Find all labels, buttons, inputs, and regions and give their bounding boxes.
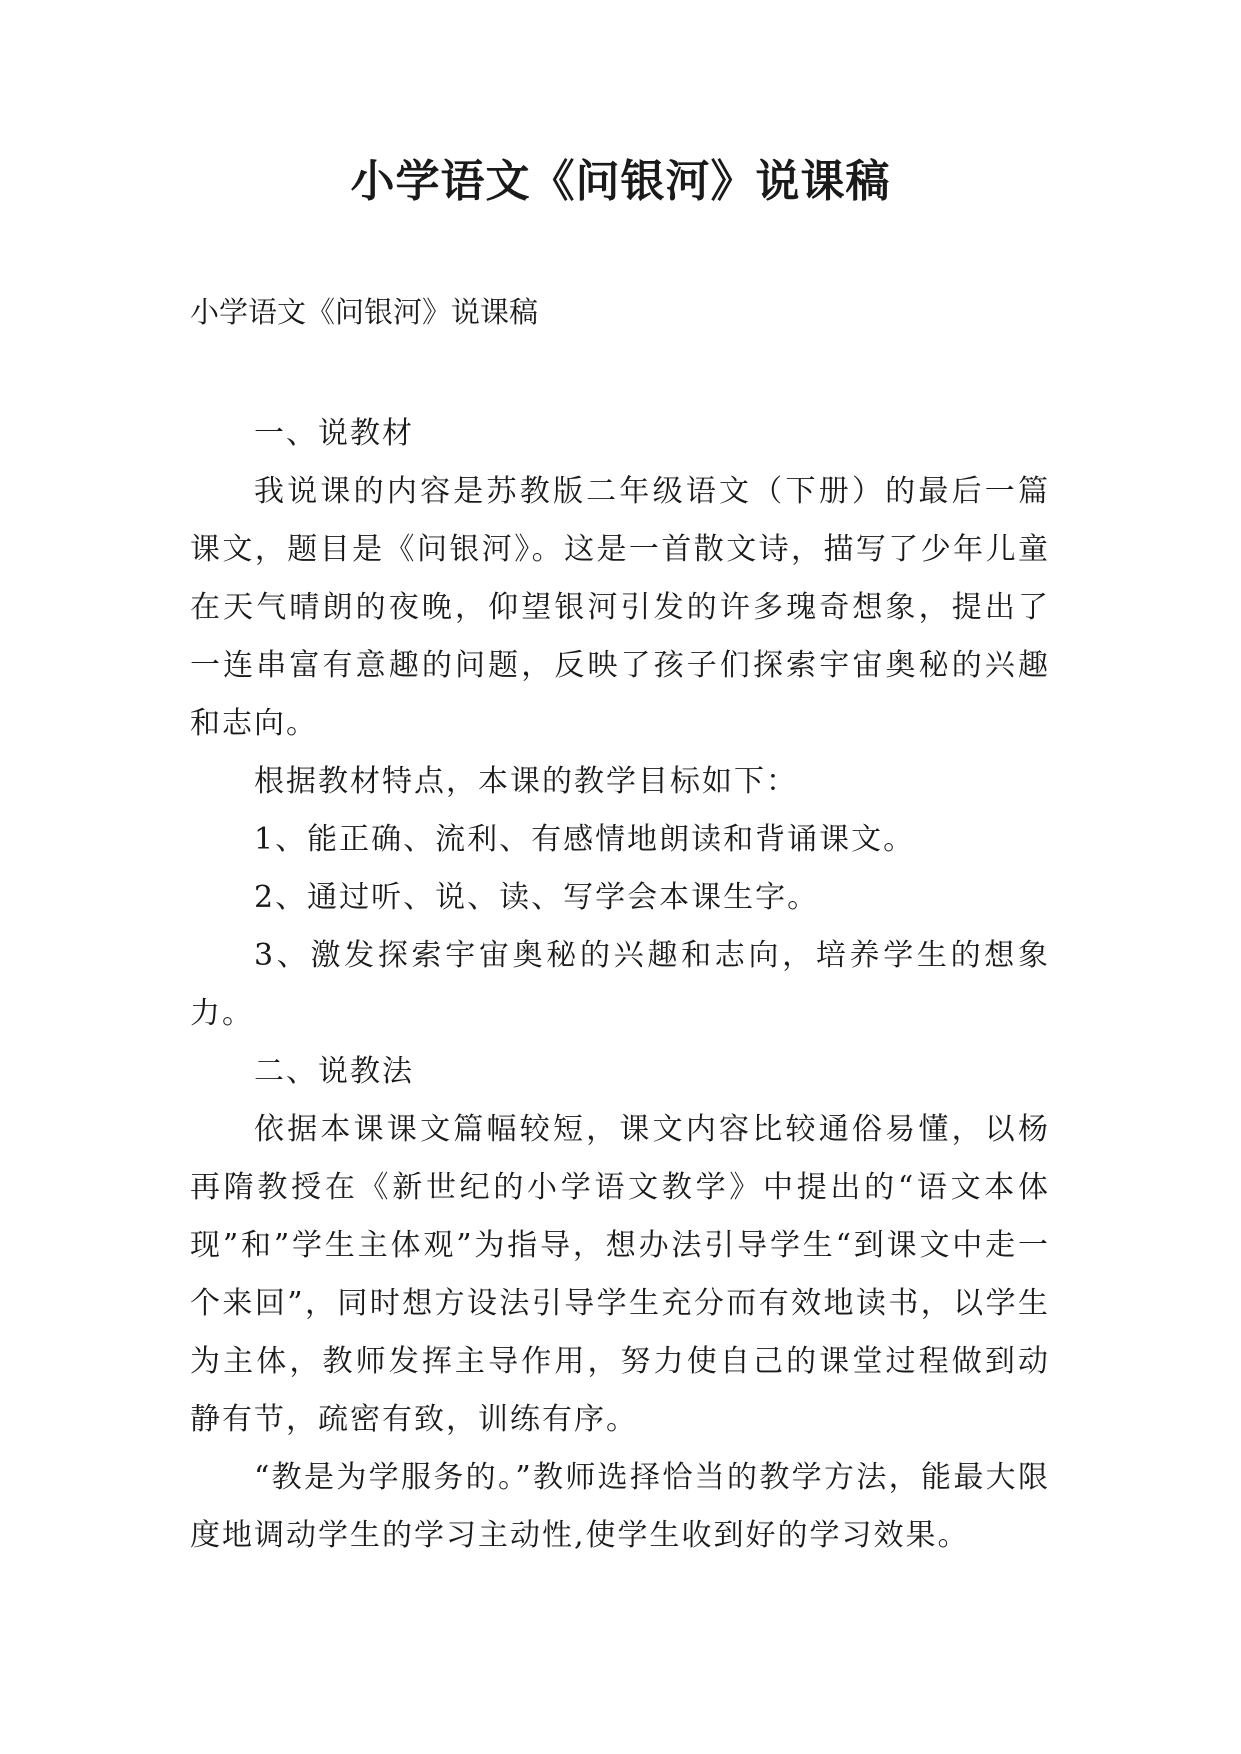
section-heading-teaching-method: 二、说教法 <box>254 1054 414 1089</box>
section-heading-teaching-material: 一、说教材 <box>254 416 414 451</box>
document-title: 小学语文《问银河》说课稿 <box>350 156 891 207</box>
paragraph: “教是为学服务的。”教师选择恰当的教学方法，能最大限度地调动学生的学习主动性,使学生收到好的学习效果。 <box>190 1460 1050 1553</box>
objective-item: 2、通过听、说、读、写学会本课生字。 <box>254 880 820 915</box>
paragraph: 根据教材特点，本课的教学目标如下： <box>254 764 798 799</box>
paragraph: 依据本课课文篇幅较短，课文内容比较通俗易懂，以杨再隋教授在《新世纪的小学语文教学》中提出的“语文本体现”和”学生主体观”为指导，想办法引导学生“到课文中走一个来回”，同时想方设法引导学生充分而有效地读书，以学生为主体，教师发挥主导作用，努力使自己的课堂过程做到动静有节，疏密有致，训练有序。 <box>190 1112 1050 1437</box>
objective-item: 3、激发探索宇宙奥秘的兴趣和志向，培养学生的想象力。 <box>190 938 1050 1031</box>
paragraph: 我说课的内容是苏教版二年级语文（下册）的最后一篇课文，题目是《问银河》。这是一首散文诗，描写了少年儿童在天气晴朗的夜晚，仰望银河引发的许多瑰奇想象，提出了一连串富有意趣的问题，反映了孩子们探索宇宙奥秘的兴趣和志向。 <box>190 474 1050 741</box>
objective-item: 1、能正确、流利、有感情地朗读和背诵课文。 <box>254 822 916 857</box>
document-body <box>190 405 1050 1565</box>
document-subtitle: 小学语文《问银河》说课稿 <box>190 295 539 329</box>
